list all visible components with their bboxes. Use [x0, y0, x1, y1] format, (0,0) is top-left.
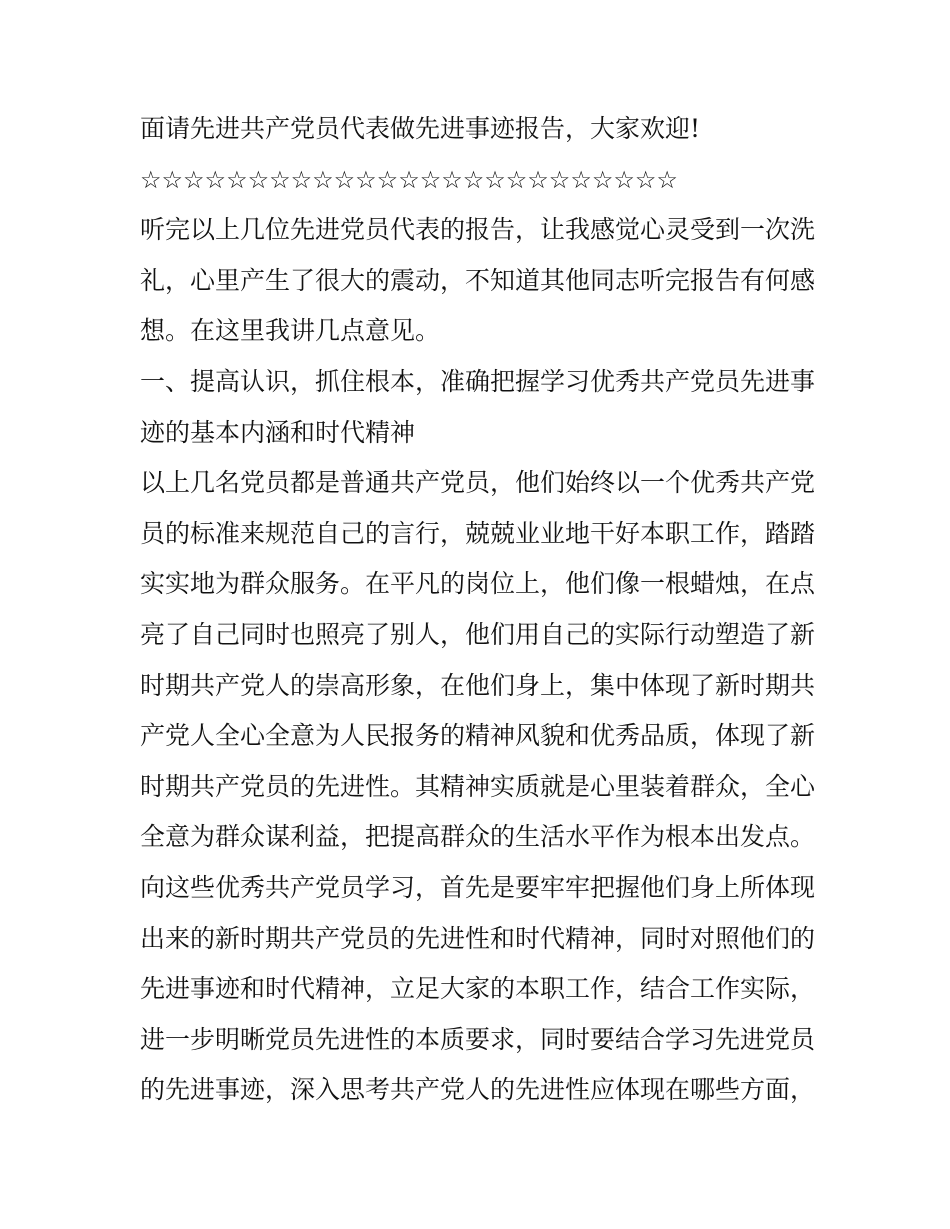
star-divider: ☆☆☆☆☆☆☆☆☆☆☆☆☆☆☆☆☆☆☆☆☆☆☆☆☆: [140, 165, 678, 194]
text-line: 礼，心里产生了很大的震动，不知道其他同志听完报告有何感: [140, 265, 816, 295]
text-line: 时期共产党人的崇高形象，在他们身上，集中体现了新时期共: [140, 670, 816, 700]
text-line: 的先进事迹，深入思考共产党人的先进性应体现在哪些方面，: [140, 1075, 816, 1105]
text-line: 出来的新时期共产党员的先进性和时代精神，同时对照他们的: [140, 923, 816, 953]
text-line: 产党人全心全意为人民报务的精神风貌和优秀品质，体现了新: [140, 721, 816, 751]
text-line: 全意为群众谋利益，把提高群众的生活水平作为根本出发点。: [140, 822, 816, 852]
text-line: 以上几名党员都是普通共产党员，他们始终以一个优秀共产党: [140, 468, 816, 498]
text-line: 员的标准来规范自己的言行，兢兢业业地干好本职工作，踏踏: [140, 518, 816, 548]
text-line: 先进事迹和时代精神，立足大家的本职工作，结合工作实际，: [140, 974, 816, 1004]
text-line: 向这些优秀共产党员学习，首先是要牢牢把握他们身上所体现: [140, 872, 816, 902]
text-line: 实实地为群众服务。在平凡的岗位上，他们像一根蜡烛，在点: [140, 569, 816, 599]
section-heading-line: 一、提高认识，抓住根本，准确把握学习优秀共产党员先进事: [140, 366, 816, 396]
text-line: 听完以上几位先进党员代表的报告，让我感觉心灵受到一次洗: [140, 215, 816, 245]
document-body: [140, 104, 816, 1116]
text-line: 面请先进共产党员代表做先进事迹报告，大家欢迎!: [140, 114, 701, 143]
text-line: 进一步明晰党员先进性的本质要求，同时要结合学习先进党员: [140, 1024, 816, 1054]
text-line: 时期共产党员的先进性。其精神实质就是心里装着群众，全心: [140, 771, 816, 801]
text-line: 亮了自己同时也照亮了别人，他们用自己的实际行动塑造了新: [140, 619, 816, 649]
section-heading-line: 迹的基本内涵和时代精神: [140, 417, 416, 447]
text-line: 想。在这里我讲几点意见。: [140, 316, 441, 346]
